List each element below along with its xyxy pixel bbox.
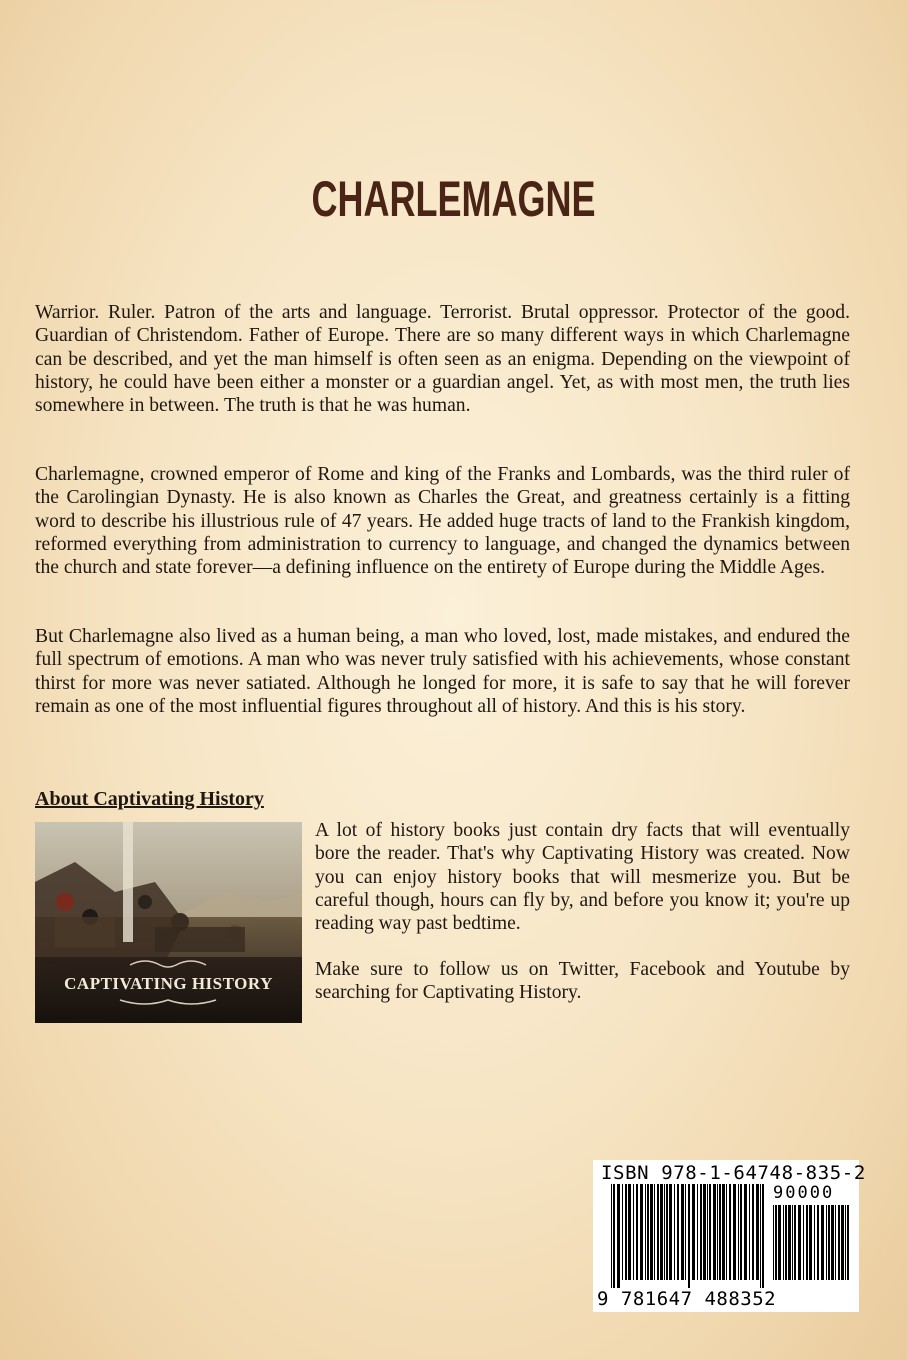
barcode-bar bbox=[733, 1184, 736, 1280]
barcode-bar bbox=[633, 1184, 634, 1280]
barcode-bar bbox=[622, 1184, 623, 1280]
barcode-bar bbox=[707, 1184, 708, 1280]
ean-digits: 9 781647 488352 bbox=[597, 1288, 777, 1310]
barcode-bar bbox=[798, 1205, 801, 1280]
barcode-bar bbox=[681, 1184, 684, 1280]
barcode-bar bbox=[726, 1184, 727, 1280]
barcode-bar bbox=[692, 1184, 695, 1280]
barcode-bar bbox=[838, 1205, 840, 1280]
barcode-bar bbox=[729, 1184, 731, 1280]
barcode-bar bbox=[749, 1184, 750, 1280]
description-paragraph-2: Charlemagne, crowned emperor of Rome and king of the Franks and Lombards, was the third ruler of the Carolingian Dynasty. He is also known as Charles the Great, and greatness certainly is a fitting word to describe his illustrious rule of 47 years. He added huge tracts of land to the Frankish kingdom, reformed everything from administration to currency to language, and changed the dynamics between the church and state forever—a defining influence on the entirety of Europe during the Middle Ages. bbox=[35, 464, 850, 579]
description-paragraph-1: Warrior. Ruler. Patron of the arts and language. Terrorist. Brutal oppressor. Protector of the good. Guardian of Christendom. Father of Europe. There are so many different ways in which Charlemagne can be described, and yet the man himself is often seen as an enigma. Depending on the viewpoint of history, he could have been either a monster or a guardian angel. Yet, as with most men, the truth lies somewhere in between. The truth is that he was human. bbox=[35, 302, 850, 417]
barcode-bar bbox=[625, 1184, 627, 1280]
barcode-bar bbox=[817, 1205, 819, 1280]
barcode-bar bbox=[821, 1205, 824, 1280]
barcode-bar bbox=[677, 1184, 679, 1280]
barcode-bar bbox=[660, 1184, 663, 1280]
barcode-bar bbox=[654, 1184, 655, 1280]
barcode-bar bbox=[831, 1205, 834, 1280]
barcode-bar bbox=[744, 1184, 747, 1280]
barcode-bar bbox=[722, 1184, 725, 1280]
barcode-bar bbox=[709, 1184, 711, 1280]
barcode-bar bbox=[740, 1184, 742, 1280]
book-title: CHARLEMAGNE bbox=[311, 171, 596, 227]
barcode-bar bbox=[778, 1205, 781, 1280]
barcode-bar bbox=[756, 1184, 759, 1280]
barcode-bar bbox=[647, 1184, 649, 1280]
about-paragraph-2: Make sure to follow us on Twitter, Facebook and Youtube by searching for Captivating History. bbox=[315, 959, 850, 1004]
ean-barcode-bars bbox=[611, 1184, 767, 1288]
barcode-bar bbox=[809, 1205, 812, 1280]
barcode-bar bbox=[645, 1184, 646, 1280]
publisher-logo-text: CAPTIVATING HISTORY bbox=[64, 974, 273, 993]
barcode-bar bbox=[669, 1184, 672, 1280]
barcode-bar bbox=[611, 1184, 612, 1288]
about-heading: About Captivating History bbox=[35, 788, 264, 810]
barcode-bar bbox=[806, 1205, 808, 1280]
barcode-bar bbox=[717, 1184, 718, 1280]
barcode-bar bbox=[713, 1184, 716, 1280]
barcode-bar bbox=[803, 1205, 804, 1280]
barcode-bar bbox=[657, 1184, 659, 1280]
barcode-bar bbox=[688, 1184, 690, 1288]
barcode-bar bbox=[617, 1184, 620, 1288]
barcode-bar bbox=[792, 1205, 793, 1280]
barcode-bar bbox=[650, 1184, 653, 1280]
barcode-bar bbox=[847, 1205, 849, 1280]
isbn-label: ISBN 978-1-64748-835-2 bbox=[601, 1162, 866, 1184]
barcode-bar bbox=[794, 1205, 796, 1280]
barcode-addon-code: 90000 bbox=[773, 1183, 835, 1203]
barcode-bar bbox=[666, 1184, 668, 1280]
barcode-bar bbox=[835, 1205, 836, 1280]
barcode-bar bbox=[773, 1205, 774, 1280]
addon-barcode-bars bbox=[773, 1205, 851, 1288]
barcode-bar bbox=[613, 1184, 615, 1288]
barcode-bar bbox=[762, 1184, 764, 1288]
barcode-bar bbox=[664, 1184, 665, 1280]
barcode-bar bbox=[788, 1205, 791, 1280]
barcode-bar bbox=[697, 1184, 698, 1280]
barcode-bar bbox=[775, 1205, 777, 1280]
barcode-bar bbox=[636, 1184, 638, 1280]
barcode-bar bbox=[845, 1205, 846, 1280]
barcode-bar bbox=[674, 1184, 675, 1280]
barcode-bar bbox=[719, 1184, 721, 1280]
barcode-bar bbox=[783, 1205, 784, 1280]
barcode-bar bbox=[738, 1184, 739, 1280]
barcode-bar bbox=[752, 1184, 754, 1280]
barcode-bar bbox=[703, 1184, 706, 1280]
isbn-barcode-box bbox=[593, 1160, 866, 1312]
about-paragraph-1: A lot of history books just contain dry facts that will eventually bore the reader. That's why Captivating History was created. Now you can enjoy history books that will mesmerize you. But be careful though, hours can fly by, and before you know it; you're up reading way past bedtime. bbox=[315, 820, 850, 935]
barcode-bar bbox=[640, 1184, 643, 1280]
description-paragraph-3: But Charlemagne also lived as a human being, a man who loved, lost, made mistakes, and endured the full spectrum of emotions. A man who was never truly satisfied with his achievements, whose constant thirst for more was never satiated. Although he longed for more, it is safe to say that he will forever remain as one of the most influential figures throughout all of history. And this is his story. bbox=[35, 626, 850, 717]
barcode-bar bbox=[826, 1205, 827, 1280]
barcode-bar bbox=[760, 1184, 761, 1288]
barcode-bar bbox=[685, 1184, 686, 1280]
barcode-bar bbox=[841, 1205, 844, 1280]
publisher-logo-image bbox=[35, 822, 302, 1023]
barcode-bar bbox=[785, 1205, 787, 1280]
barcode-bar bbox=[828, 1205, 830, 1280]
barcode-bar bbox=[628, 1184, 631, 1280]
barcode-bar bbox=[700, 1184, 702, 1280]
barcode-bar bbox=[814, 1205, 815, 1280]
